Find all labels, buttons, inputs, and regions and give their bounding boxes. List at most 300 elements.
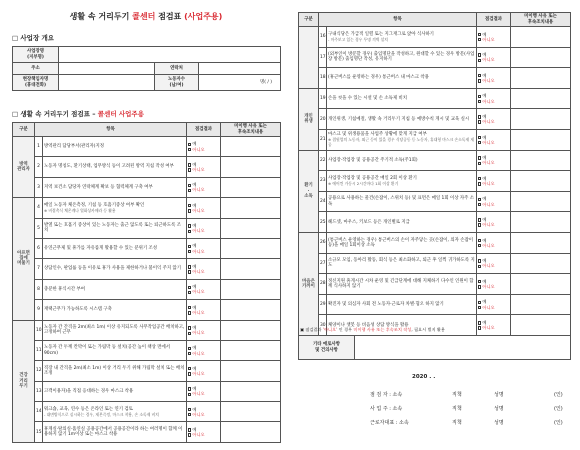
result-yes-label: 예 [482, 175, 487, 181]
result-yes-label: 예 [192, 365, 197, 371]
result-cell [477, 274, 511, 295]
table-row [13, 238, 281, 258]
item-text [43, 340, 187, 360]
result-no-label: 아니오 [192, 207, 205, 213]
result-yes-label: 예 [482, 155, 487, 161]
seal-mark: (인) [554, 392, 563, 398]
category-cell: 방역 관리자 [13, 137, 35, 198]
result-cell [187, 279, 221, 299]
action-field[interactable] [221, 320, 281, 340]
item-number: 19 [319, 88, 327, 109]
table-row [13, 402, 281, 422]
item-label: 매일 노동자 체온측정, 기침 등 호흡기증상 여부 확인 [44, 202, 145, 208]
category-cell: 환기 · 소독 [299, 150, 319, 232]
item-text [327, 274, 477, 295]
checkbox-icon[interactable] [478, 218, 481, 221]
checkbox-icon[interactable] [188, 393, 191, 396]
checkbox-icon[interactable] [478, 198, 481, 201]
table-row [299, 294, 571, 315]
checkbox-icon[interactable] [188, 224, 191, 227]
result-yes-label: 예 [192, 304, 197, 310]
item-text [327, 212, 477, 233]
result-no-option[interactable] [188, 249, 219, 254]
checkbox-icon[interactable] [188, 168, 191, 171]
checkbox-icon[interactable] [188, 245, 191, 248]
checkbox-icon[interactable] [188, 163, 191, 166]
result-cell [187, 238, 221, 258]
action-header-right: 미이행 사유 또는 후속조치내용 [511, 13, 571, 27]
result-no-option[interactable] [478, 243, 509, 248]
item-label: 소규모 모임, 동아리 활동, 회식 등은 최소화하고, 퇴근 후 일찍 귀가하도록 지도 [328, 258, 475, 269]
checkbox-icon[interactable] [188, 148, 191, 151]
checkbox-icon[interactable] [188, 250, 191, 253]
item-text [43, 320, 187, 340]
item-label: 손을 씻을 수 있는 시설 및 손 소독제 비치 [328, 95, 408, 101]
action-field[interactable] [511, 274, 571, 295]
action-field[interactable] [511, 212, 571, 233]
checkbox-icon[interactable] [478, 285, 481, 288]
item-number: 11 [35, 340, 43, 360]
item-text [43, 238, 187, 258]
result-no-option[interactable] [188, 371, 219, 376]
checkbox-icon[interactable] [188, 189, 191, 192]
action-field[interactable] [511, 129, 571, 150]
table-row [299, 212, 571, 233]
checkbox-icon[interactable] [478, 120, 481, 123]
checkbox-icon[interactable] [478, 33, 481, 36]
address-field[interactable] [59, 63, 155, 75]
result-no-label: 아니오 [192, 289, 205, 295]
result-yes-label: 예 [482, 31, 487, 37]
action-field[interactable] [511, 294, 571, 315]
page-title: 생활 속 거리두기 콜센터 점검표 (사업주용) [69, 12, 223, 21]
checkbox-icon[interactable] [188, 326, 191, 329]
checkbox-icon[interactable] [188, 209, 191, 212]
result-no-option[interactable] [478, 140, 509, 145]
result-no-label: 아니오 [482, 325, 495, 331]
item-label: 사업장·작업장 및 공용공간 매일 2회 이상 환기 [328, 175, 417, 181]
table-row [299, 171, 571, 192]
result-yes-label: 예 [192, 426, 197, 432]
checkbox-icon[interactable] [478, 177, 481, 180]
overview-table [12, 46, 281, 91]
item-sublabel: ※ 접원업의 노동자, 외근 등이 있을 경우 식당공동 등 노동자, 휴대형 마스크 손소독제 제공 [328, 137, 474, 148]
table-row [13, 422, 281, 442]
result-yes-label: 예 [482, 113, 487, 119]
checkbox-icon[interactable] [188, 143, 191, 146]
checkbox-icon[interactable] [188, 408, 191, 411]
item-number: 18 [319, 68, 327, 89]
result-no-option[interactable] [188, 147, 219, 152]
checkbox-icon[interactable] [478, 59, 481, 62]
checkbox-icon[interactable] [188, 428, 191, 431]
checkbox-icon[interactable] [478, 321, 481, 324]
result-yes-label: 예 [192, 325, 197, 330]
item-text [43, 198, 187, 218]
item-text [327, 27, 477, 48]
item-label: 사업장·작업장 및 공용공간 주기적 소독(주1회) [328, 157, 418, 163]
item-text [43, 402, 187, 422]
checkbox-icon[interactable] [188, 204, 191, 207]
table-row [299, 191, 571, 212]
item-label: 고객이용자)을 직접 응대하는 경우 마스크 착용 [44, 388, 134, 394]
table-row [299, 68, 571, 89]
checkbox-icon[interactable] [478, 203, 481, 206]
result-no-option[interactable] [478, 37, 509, 42]
table-row [13, 340, 281, 360]
checkbox-icon[interactable] [478, 162, 481, 165]
checkbox-icon[interactable] [478, 244, 481, 247]
result-no-option[interactable] [188, 208, 219, 213]
item-number: 6 [35, 238, 43, 258]
item-label: 개인위생, 기침예절, 생활 속 거리두기 지침 등 예방수칙 게시 및 교육 실시 [328, 116, 470, 122]
table-row [13, 198, 281, 218]
item-number: 2 [35, 157, 43, 177]
result-yes-label: 예 [482, 196, 487, 202]
checkbox-icon[interactable] [478, 182, 481, 185]
item-label: 헤드셋, 마우스, 키보드 등은 개인별로 지급 [328, 219, 410, 225]
action-field[interactable] [221, 340, 281, 360]
item-label: 노동자 간 두께 칸막이 또는 가림막 등 설치(공간 높이 책상 면에서 90cm) [44, 345, 170, 356]
result-cell [187, 157, 221, 177]
table-row [299, 109, 571, 130]
result-no-option[interactable] [478, 78, 509, 83]
result-cell [477, 88, 511, 109]
item-number: 26 [319, 232, 327, 253]
action-field[interactable] [221, 361, 281, 381]
item-number: 30 [319, 315, 327, 336]
item-number: 23 [319, 171, 327, 192]
result-no-label: 아니오 [192, 432, 205, 438]
contact-field[interactable] [199, 63, 281, 75]
footnote: ▣ 점검결과 '아니오' 인 경우 미이행 사유 또는 후속조치 작성, 필요시 별지 활용 [300, 327, 445, 332]
action-field[interactable] [221, 422, 281, 442]
checkbox-icon[interactable] [188, 265, 191, 268]
result-cell [187, 381, 221, 401]
result-no-option[interactable] [478, 160, 509, 165]
result-yes-label: 예 [482, 216, 487, 222]
item-label: 구내식당은 가급적 일렬 또는 지그재그로 앉아 식사하기 [328, 31, 434, 37]
table-row [299, 150, 571, 171]
checkbox-icon[interactable] [188, 311, 191, 314]
checkbox-icon[interactable] [188, 387, 191, 390]
category-cell: 아프면 집에 머물기 [13, 198, 35, 320]
action-field[interactable] [221, 198, 281, 218]
result-no-label: 아니오 [482, 139, 495, 145]
checkbox-icon[interactable] [188, 230, 191, 233]
result-no-option[interactable] [188, 289, 219, 294]
item-text [327, 109, 477, 130]
result-yes-label: 예 [192, 141, 197, 147]
result-cell [477, 212, 511, 233]
checkbox-icon[interactable] [188, 352, 191, 355]
item-text [43, 300, 187, 320]
result-no-option[interactable] [188, 187, 219, 192]
action-field[interactable] [221, 259, 281, 279]
action-field[interactable] [221, 218, 281, 238]
result-no-option[interactable] [478, 99, 509, 104]
table-row [299, 253, 571, 274]
result-yes-label: 예 [192, 406, 197, 412]
checkbox-icon[interactable] [478, 306, 481, 309]
table-row [299, 232, 571, 253]
item-number: 24 [319, 191, 327, 212]
result-no-label: 아니오 [192, 167, 205, 173]
item-text [43, 157, 187, 177]
item-label: 재택근무가 가능하도록 시스템 구축 [44, 307, 112, 313]
action-field[interactable] [221, 177, 281, 197]
result-header-right: 점검결과 [477, 13, 511, 27]
result-cell [187, 218, 221, 238]
category-cell: 개인 위생 [299, 88, 319, 150]
checkbox-icon[interactable] [478, 53, 481, 56]
result-no-option[interactable] [478, 119, 509, 124]
result-no-option[interactable] [478, 181, 509, 186]
signature-name: 성명 [494, 420, 504, 426]
name-label: 사업장명 (지부명) [13, 47, 59, 63]
result-no-option[interactable] [478, 263, 509, 268]
action-field[interactable] [511, 150, 571, 171]
remarks-field[interactable] [355, 336, 571, 360]
item-label: (외부인이 방문할 경우) 출입명단을 작성하고, 원대할 수 있는 경우 방문(사업장 방문) 출입명단 작성, 유지하기 [328, 52, 475, 63]
signature-role: 근로자대표 : 소속 [370, 420, 409, 426]
item-text [43, 137, 187, 157]
action-field[interactable] [221, 402, 281, 422]
item-label: 휴게실·탈의실·흡연실 공용공간에서 공용공간이라 하는 여러명이 함께 이용하지 않기 1m이상 또는 마스크 착용 [44, 426, 183, 438]
item-label: 마스크 및 위생용품을 사업주 상황에 맞게 지급 여부 [328, 131, 427, 137]
checkbox-icon[interactable] [478, 239, 481, 242]
checkbox-icon[interactable] [188, 433, 191, 436]
result-yes-label: 예 [482, 319, 487, 325]
result-yes-label: 예 [482, 237, 487, 243]
checkbox-icon[interactable] [478, 74, 481, 77]
item-label: (통근버스 운영하는 경우) 통근버스의 손이 자주닿는 곳(손잡이, 의자 손잡이 등)을 매일 1회이상 소독 [328, 237, 473, 248]
result-no-option[interactable] [188, 391, 219, 396]
result-no-label: 아니오 [482, 77, 495, 83]
checkbox-icon[interactable] [478, 136, 481, 139]
item-label: 방역관리 담당부서(관리자)지정 [44, 144, 104, 150]
result-no-option[interactable] [478, 284, 509, 289]
checkbox-icon[interactable] [188, 347, 191, 350]
action-field[interactable] [221, 279, 281, 299]
item-text [43, 422, 187, 442]
result-cell [477, 191, 511, 212]
item-number: 20 [319, 109, 327, 130]
category-cell: 마음은 가까이 [299, 232, 319, 335]
action-field[interactable] [511, 109, 571, 130]
item-text [327, 68, 477, 89]
item-number: 8 [35, 279, 43, 299]
result-no-label: 아니오 [192, 411, 205, 417]
signature-name: 성명 [494, 392, 504, 398]
item-number: 14 [35, 402, 43, 422]
manager-label: 현장책임자명 (휴대전화) [13, 75, 59, 91]
table-row [299, 88, 571, 109]
item-text [43, 177, 187, 197]
checkbox-icon[interactable] [478, 95, 481, 98]
result-cell [187, 137, 221, 157]
checkbox-icon[interactable] [188, 270, 191, 273]
checkbox-icon[interactable] [188, 372, 191, 375]
item-number: 29 [319, 294, 327, 315]
action-field[interactable] [221, 238, 281, 258]
item-sublabel: ※ 에어컨 가동시 2시간마다 1회 이상 환기 [328, 180, 399, 186]
item-number: 1 [35, 137, 43, 157]
result-no-label: 아니오 [482, 119, 495, 125]
action-field[interactable] [511, 171, 571, 192]
item-number: 27 [319, 253, 327, 274]
result-no-option[interactable] [478, 305, 509, 310]
result-no-option[interactable] [188, 310, 219, 315]
result-no-option[interactable] [188, 432, 219, 437]
result-cell [187, 300, 221, 320]
item-number: 5 [35, 218, 43, 238]
result-yes-label: 예 [482, 72, 487, 78]
table-row [299, 274, 571, 295]
item-label: 워크숍, 교육, 연수 등은 온라인 또는 연기 검토 [44, 406, 133, 412]
action-field[interactable] [221, 381, 281, 401]
name-field[interactable] [59, 47, 281, 63]
result-yes-label: 예 [482, 278, 487, 284]
result-no-label: 아니오 [192, 391, 205, 397]
action-field[interactable] [511, 191, 571, 212]
result-cell [477, 109, 511, 130]
checkbox-icon[interactable] [478, 259, 481, 262]
checkbox-icon[interactable] [478, 156, 481, 159]
seal-mark: (인) [554, 420, 563, 426]
item-header-right: 항목 [319, 13, 477, 27]
result-cell [187, 361, 221, 381]
item-number: 4 [35, 198, 43, 218]
result-no-option[interactable] [188, 167, 219, 172]
result-no-label: 아니오 [482, 36, 495, 42]
checkbox-icon[interactable] [188, 413, 191, 416]
signature-name: 성명 [494, 406, 504, 412]
checkbox-icon[interactable] [188, 367, 191, 370]
action-field[interactable] [511, 47, 571, 68]
action-field[interactable] [221, 300, 281, 320]
item-label: 직장 내 간격을 2m(최소 1m) 이상 거리 두기 위해 가림막 설치 또는 배치 조정 [44, 365, 185, 376]
result-no-label: 아니오 [482, 180, 495, 186]
action-field[interactable] [511, 68, 571, 89]
workers-field[interactable]: 명( / ) [199, 75, 281, 91]
result-no-label: 아니오 [192, 330, 205, 336]
result-no-option[interactable] [188, 330, 219, 335]
result-cell [187, 340, 221, 360]
result-no-option[interactable] [188, 228, 219, 233]
item-label: 정신지원 휴게시간 시차 운영 및 긴급단계에 대해 지체하기 다수인 인원이 함께 식사하지 않기 [328, 278, 474, 289]
checkbox-icon[interactable] [478, 265, 481, 268]
result-no-label: 아니오 [192, 228, 205, 234]
item-number: 13 [35, 381, 43, 401]
result-cell [477, 171, 511, 192]
result-no-label: 아니오 [482, 242, 495, 248]
result-cell [187, 320, 221, 340]
item-label: 지역 보건소 담당자 연락체계 확보 등 협력체계 구축 여부 [44, 184, 153, 190]
signature-title: 직책 [452, 406, 462, 412]
result-no-option[interactable] [188, 412, 219, 417]
result-cell [477, 129, 511, 150]
signature-role: 점 검 자 : 소속 [370, 392, 403, 398]
table-row [13, 259, 281, 279]
result-no-option[interactable] [478, 57, 509, 62]
item-text [43, 361, 187, 381]
result-yes-label: 예 [482, 52, 487, 58]
item-number: 21 [319, 129, 327, 150]
table-row [299, 47, 571, 68]
action-field[interactable] [511, 27, 571, 48]
result-no-option[interactable] [188, 269, 219, 274]
checkbox-icon[interactable] [478, 301, 481, 304]
checkbox-icon[interactable] [478, 280, 481, 283]
checkbox-icon[interactable] [478, 79, 481, 82]
checkbox-icon[interactable] [478, 223, 481, 226]
table-row [13, 300, 281, 320]
result-cell [477, 150, 511, 171]
checkbox-icon[interactable] [478, 115, 481, 118]
checkbox-icon[interactable] [188, 291, 191, 294]
checkbox-icon[interactable] [478, 38, 481, 41]
checkbox-icon[interactable] [478, 141, 481, 144]
checkbox-icon[interactable] [188, 184, 191, 187]
item-text [43, 259, 187, 279]
result-header: 점검결과 [187, 123, 221, 137]
table-row [299, 27, 571, 48]
signature-title: 직책 [452, 392, 462, 398]
checklist-table-right [298, 12, 571, 336]
item-sublabel: - 마주보고 있는 경우 투명 격벽 설치 [328, 36, 388, 42]
result-yes-label: 예 [192, 263, 197, 269]
item-text [327, 253, 477, 274]
item-number: 28 [319, 274, 327, 295]
result-yes-label: 예 [192, 284, 197, 290]
workers-label: 노동자수 (남/여) [155, 75, 199, 91]
manager-field[interactable] [59, 75, 155, 91]
result-no-label: 아니오 [192, 187, 205, 193]
result-cell [477, 47, 511, 68]
result-cell [187, 177, 221, 197]
contact-label: 연락처 [155, 63, 199, 75]
item-number: 9 [35, 300, 43, 320]
item-text [327, 171, 477, 192]
result-no-label: 아니오 [482, 98, 495, 104]
seal-mark: (인) [554, 406, 563, 412]
item-text [43, 279, 187, 299]
result-no-option[interactable] [478, 202, 509, 207]
category-cell: 건강 거리 두기 [13, 320, 35, 442]
result-yes-label: 예 [192, 161, 197, 167]
checkbox-icon[interactable] [188, 306, 191, 309]
action-field[interactable] [221, 157, 281, 177]
result-yes-label: 예 [192, 182, 197, 188]
result-no-option[interactable] [188, 351, 219, 356]
action-field[interactable] [511, 88, 571, 109]
action-field[interactable] [511, 232, 571, 253]
result-no-option[interactable] [478, 222, 509, 227]
signature-title: 직책 [452, 420, 462, 426]
checklist-table-left [12, 122, 281, 443]
checkbox-icon[interactable] [188, 332, 191, 335]
overview-heading: □ 사업장 개요 [12, 34, 55, 42]
result-no-label: 아니오 [192, 350, 205, 356]
result-yes-label: 예 [192, 345, 197, 351]
action-field[interactable] [221, 137, 281, 157]
checkbox-icon[interactable] [478, 100, 481, 103]
action-field[interactable] [511, 253, 571, 274]
result-cell [477, 232, 511, 253]
checkbox-icon[interactable] [188, 286, 191, 289]
result-yes-label: 예 [482, 134, 487, 140]
